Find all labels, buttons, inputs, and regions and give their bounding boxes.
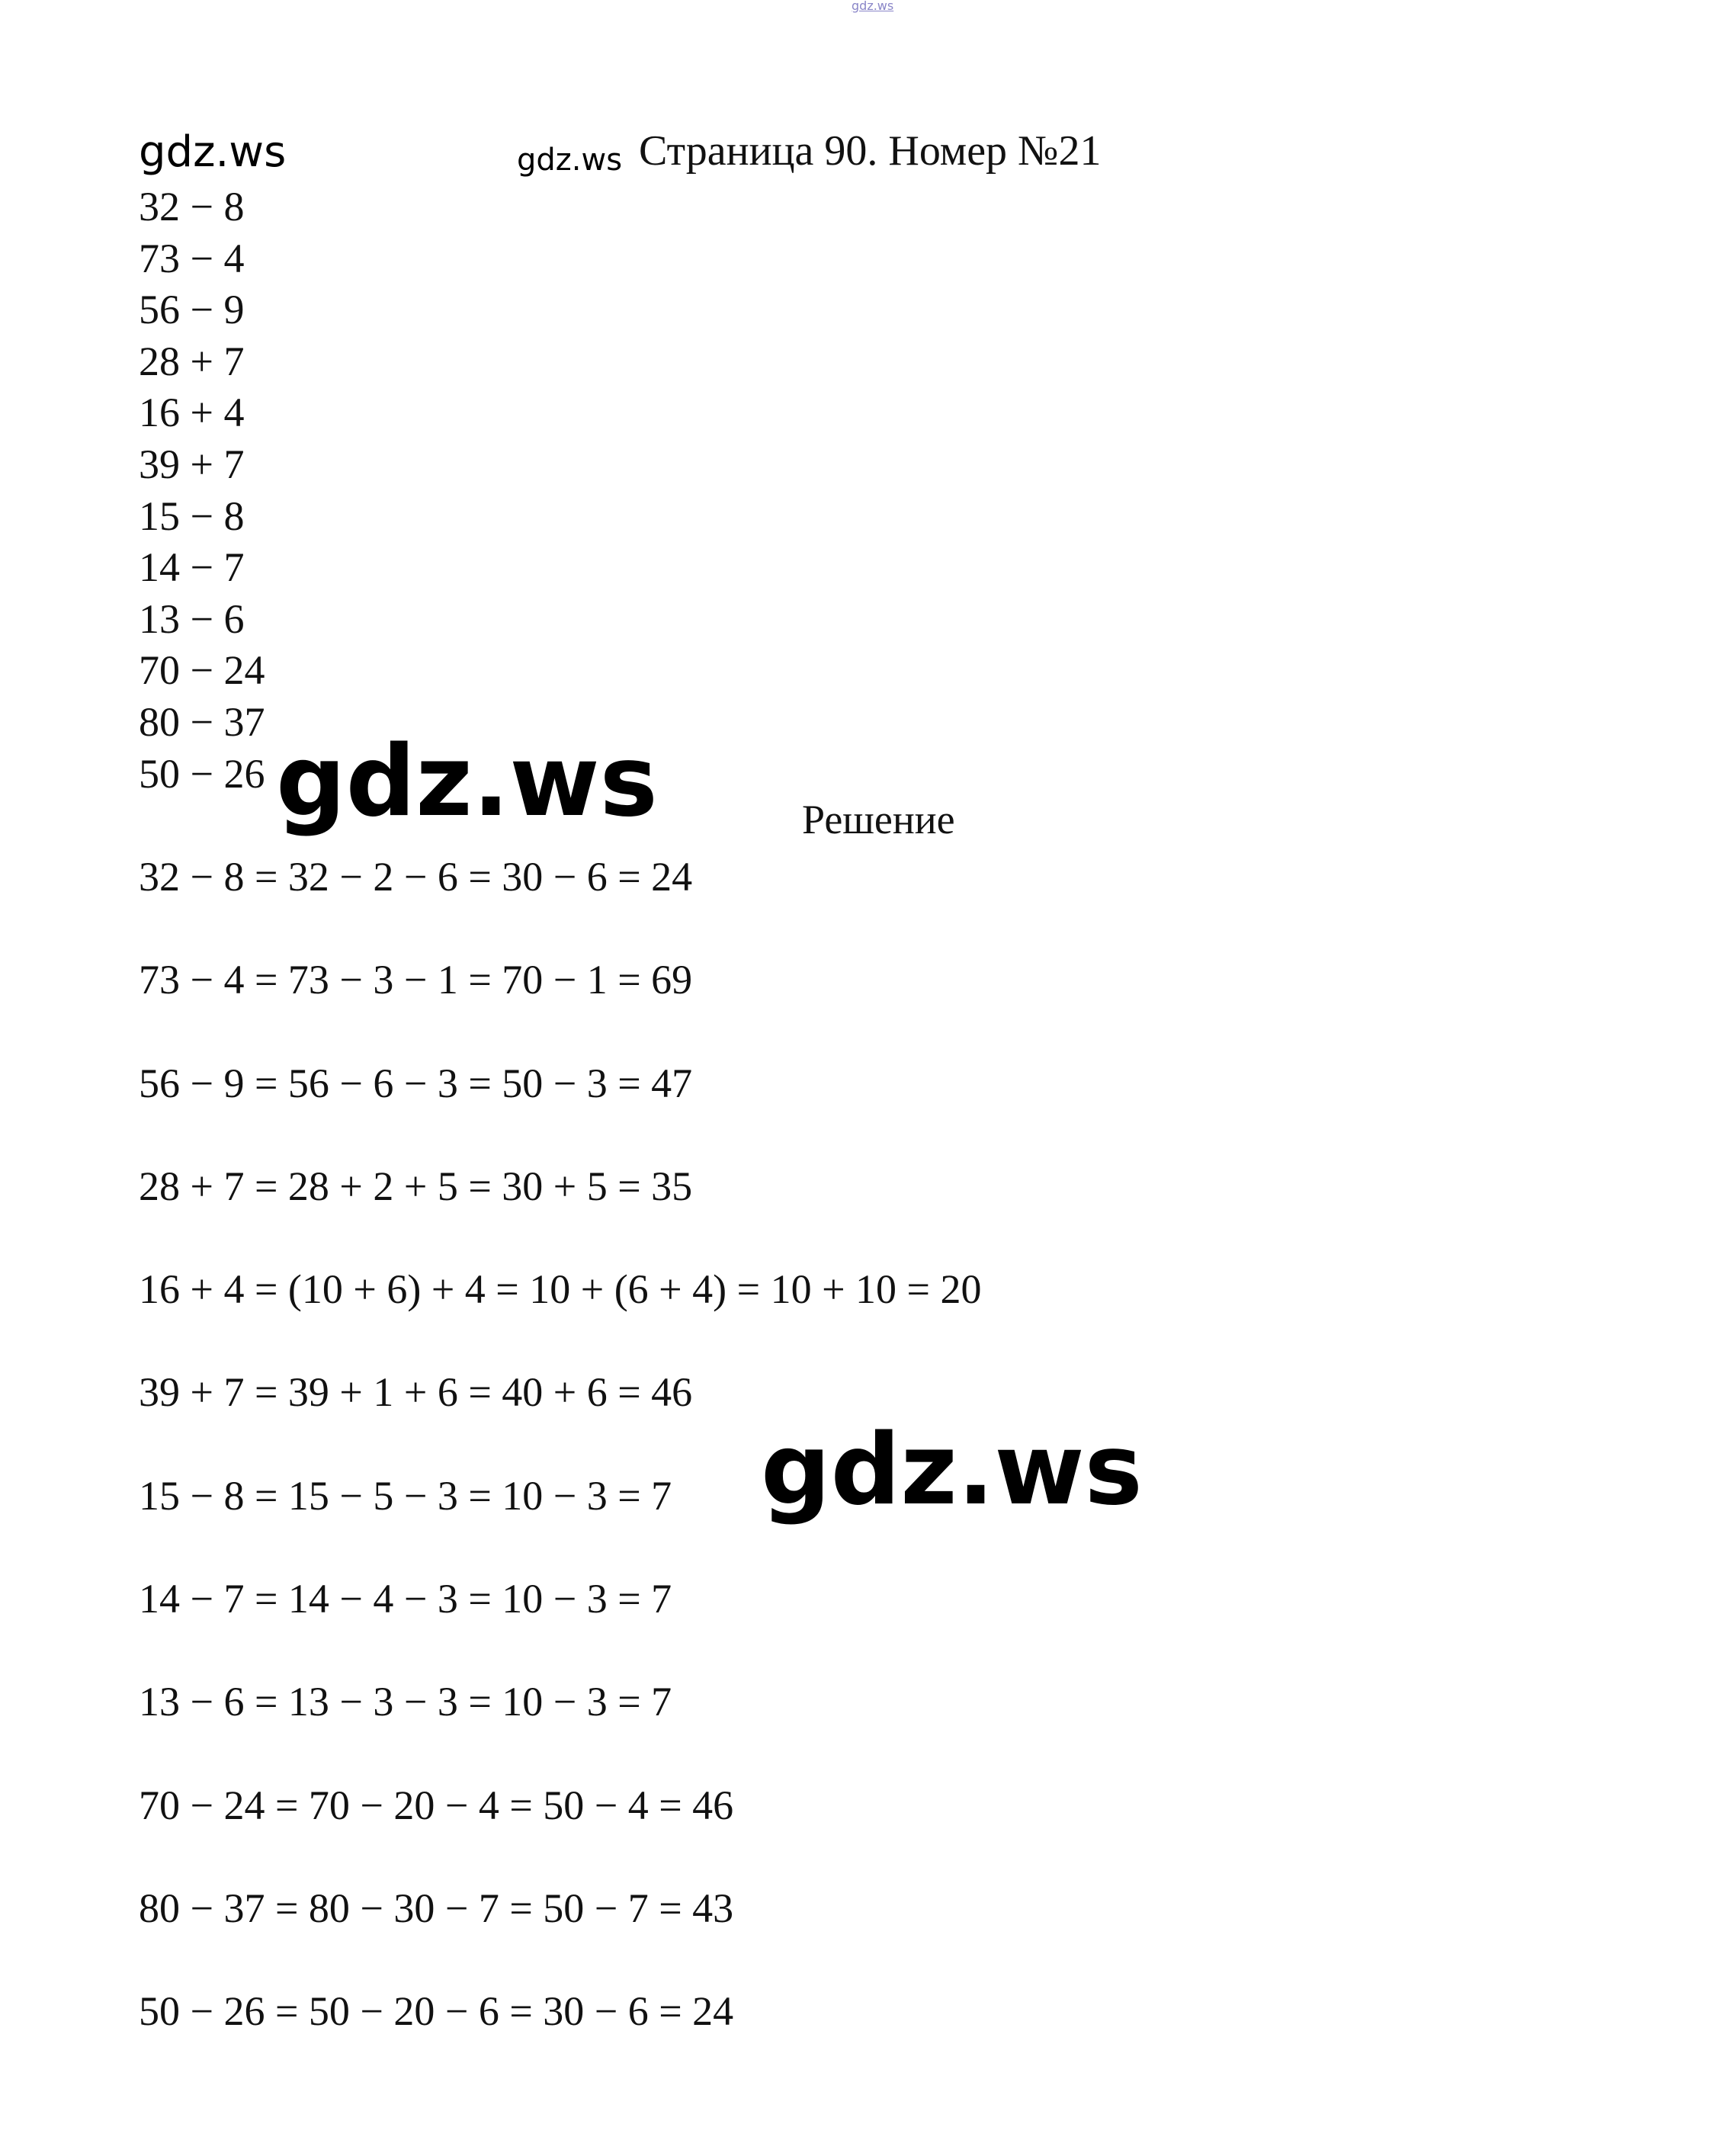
solution-line: 50 − 26 = 50 − 20 − 6 = 30 − 6 = 24 <box>139 1988 734 2035</box>
solution-heading: Решение <box>802 797 955 842</box>
task-item: 56 − 9 <box>139 287 245 333</box>
page-title: Страница 90. Номер №21 <box>639 127 1102 175</box>
task-item: 28 + 7 <box>139 338 245 384</box>
solution-line: 16 + 4 = (10 + 6) + 4 = 10 + (6 + 4) = 10 + 10 = 20 <box>139 1266 982 1313</box>
task-list <box>139 181 265 800</box>
task-item: 39 + 7 <box>139 441 245 487</box>
watermark-center: gdz.ws <box>517 143 623 178</box>
solution-line: 56 − 9 = 56 − 6 − 3 = 50 − 3 = 47 <box>139 1060 693 1106</box>
task-item: 16 + 4 <box>139 390 245 436</box>
solution-line: 28 + 7 = 28 + 2 + 5 = 30 + 5 = 35 <box>139 1163 693 1209</box>
solution-line: 73 − 4 = 73 − 3 − 1 = 70 − 1 = 69 <box>139 957 693 1003</box>
solution-line: 32 − 8 = 32 − 2 − 6 = 30 − 6 = 24 <box>139 854 693 900</box>
watermark-large-2: gdz.ws <box>761 1413 1143 1527</box>
solution-line: 70 − 24 = 70 − 20 − 4 = 50 − 4 = 46 <box>139 1782 734 1828</box>
solution-line: 39 + 7 = 39 + 1 + 6 = 40 + 6 = 46 <box>139 1369 693 1416</box>
watermark-left: gdz.ws <box>139 127 287 177</box>
task-item: 70 − 24 <box>139 647 265 694</box>
task-item: 32 − 8 <box>139 184 245 229</box>
top-watermark-link[interactable]: gdz.ws <box>852 0 894 13</box>
task-item: 13 − 6 <box>139 595 245 642</box>
solution-line: 80 − 37 = 80 − 30 − 7 = 50 − 7 = 43 <box>139 1885 734 1931</box>
task-item: 14 − 7 <box>139 544 245 591</box>
task-item: 15 − 8 <box>139 492 245 539</box>
solution-line: 13 − 6 = 13 − 3 − 3 = 10 − 3 = 7 <box>139 1679 672 1725</box>
task-item: 80 − 37 <box>139 698 265 745</box>
watermark-large-1: gdz.ws <box>276 725 658 839</box>
solution-line: 15 − 8 = 15 − 5 − 3 = 10 − 3 = 7 <box>139 1472 672 1519</box>
task-item: 50 − 26 <box>139 750 265 797</box>
solution-line: 14 − 7 = 14 − 4 − 3 = 10 − 3 = 7 <box>139 1576 672 1622</box>
task-item: 73 − 4 <box>139 235 245 281</box>
